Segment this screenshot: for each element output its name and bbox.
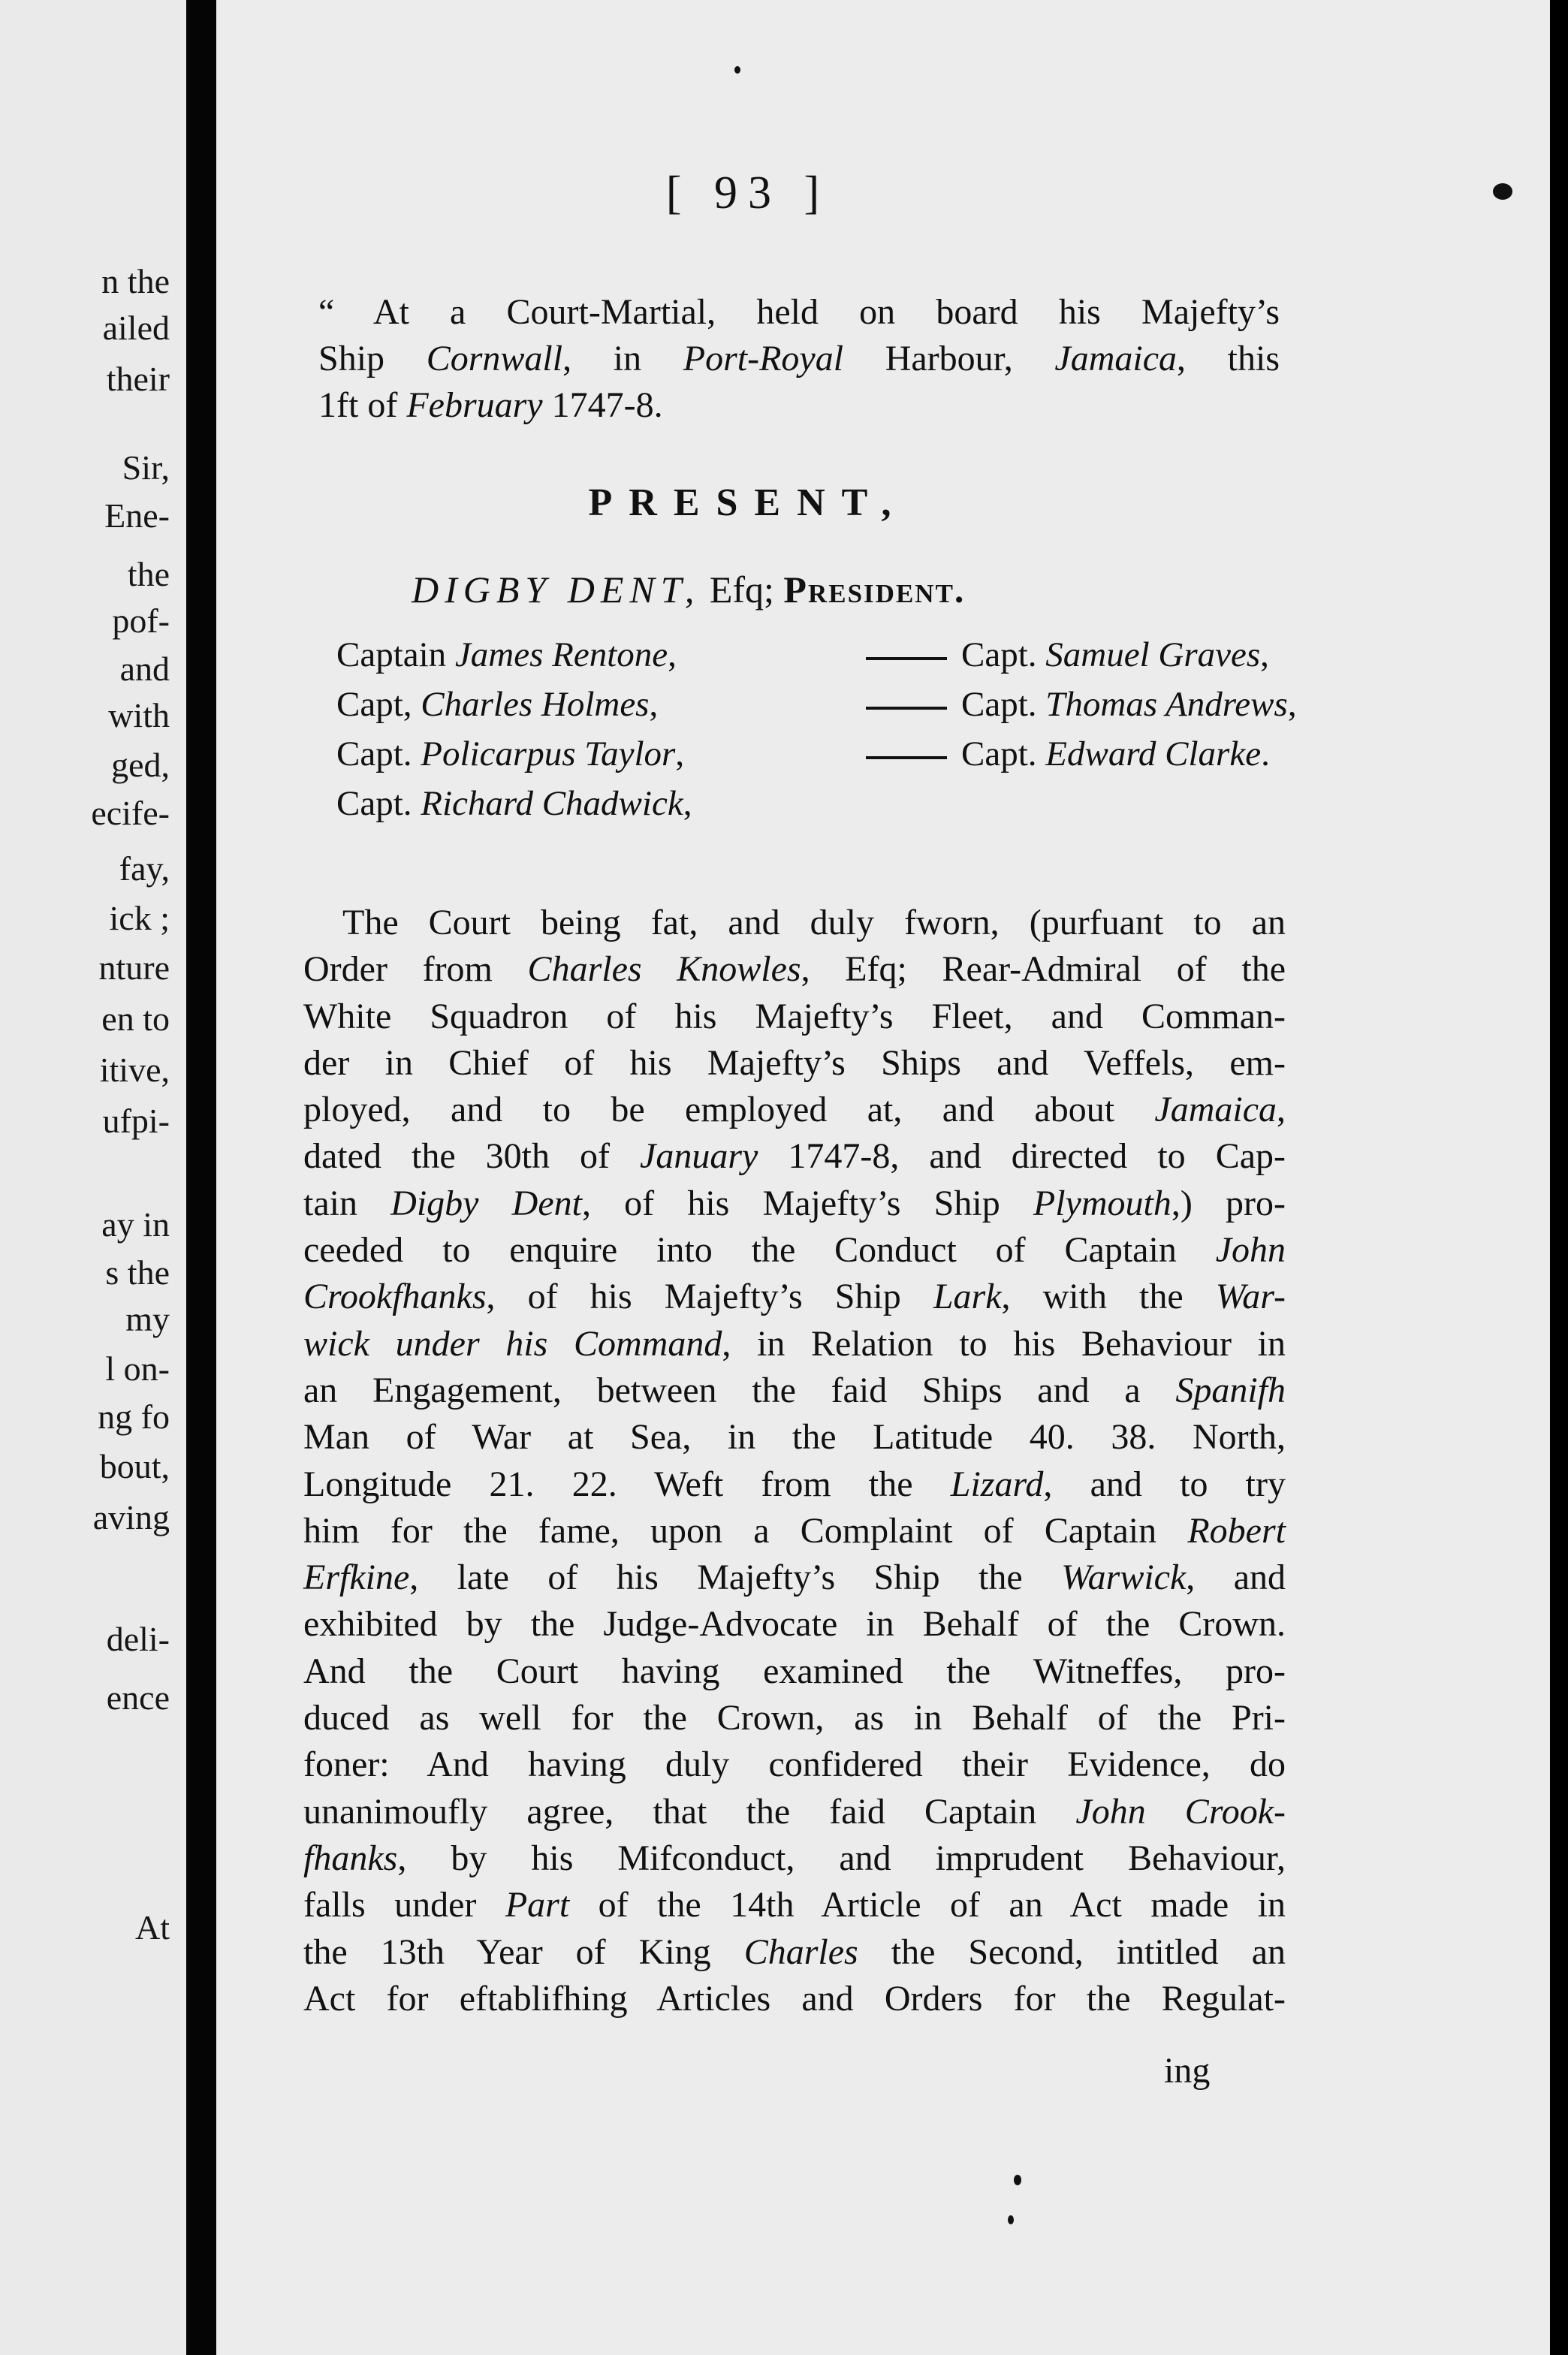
- body-line: The Court being fat, and duly fworn, (purfuant to an: [342, 903, 1286, 942]
- body-line: fhanks, by his Mifconduct, and imprudent Behaviour,: [303, 1838, 1286, 1878]
- president-suffix: Efq;: [709, 568, 774, 611]
- facing-page-fragment: their: [106, 360, 170, 398]
- body-line: And the Court having examined the Witneffes, pro-: [303, 1651, 1286, 1691]
- body-line: ceeded to enquire into the Conduct of Captain John: [303, 1230, 1286, 1271]
- body-line: Crookfhanks, of his Majefty’s Ship Lark, with the War-: [303, 1277, 1286, 1317]
- facing-page-fragment: ecife-: [91, 794, 170, 832]
- facing-page-fragment: s the: [105, 1253, 170, 1292]
- facing-page-margin: [0, 0, 186, 2355]
- court-martial-heading: [318, 289, 1280, 429]
- facing-page-fragment: At: [135, 1908, 170, 1946]
- facing-page-fragment: ence: [106, 1678, 170, 1717]
- body-line: the 13th Year of King Charles the Second, intitled an: [303, 1931, 1286, 1972]
- body-line: dated the 30th of January 1747-8, and directed to Cap-: [303, 1136, 1286, 1177]
- captain-row: [336, 684, 1313, 734]
- body-line: wick under his Command, in Relation to his Behaviour in: [303, 1323, 1286, 1364]
- facing-page-fragment: l on-: [105, 1349, 170, 1388]
- body-line: foner: And having duly confidered their Evidence, do: [303, 1744, 1286, 1785]
- captain-row: [336, 635, 1313, 684]
- president-line: [412, 568, 965, 611]
- body-line: him for the fame, upon a Complaint of Captain Robert: [303, 1510, 1286, 1551]
- facing-page-fragment: fay,: [119, 849, 170, 888]
- captain-left: Capt. Richard Chadwick,: [336, 784, 692, 823]
- heading-line-1: “ At a Court-Martial, held on board his Majefty’s: [318, 292, 1280, 332]
- body-line: tain Digby Dent, of his Majefty’s Ship Plymouth,) pro-: [303, 1183, 1286, 1223]
- captain-row: [336, 783, 1313, 833]
- body-line: duced as well for the Crown, as in Behalf of the Pri-: [303, 1698, 1286, 1738]
- body-line: an Engagement, between the faid Ships and a Spanifh: [303, 1370, 1286, 1410]
- facing-page-fragment: nture: [98, 948, 170, 987]
- ink-speck: [1493, 183, 1512, 200]
- dash-rule: [866, 756, 947, 759]
- facing-page-fragment: en to: [101, 1000, 170, 1038]
- body-line: ployed, and to be employed at, and about Jamaica,: [303, 1090, 1286, 1130]
- facing-page-fragment: ged,: [111, 746, 170, 784]
- captain-left: Captain James Rentone,: [336, 635, 677, 674]
- body-line: der in Chief of his Majefty’s Ships and Veffels, em-: [303, 1042, 1286, 1083]
- present-heading: PRESENT,: [588, 481, 908, 524]
- facing-page-fragment: my: [125, 1300, 170, 1338]
- dash-rule: [866, 657, 947, 660]
- captain-left: Capt, Charles Holmes,: [336, 685, 659, 724]
- facing-page-fragment: bout,: [99, 1447, 170, 1485]
- facing-page-fragment: ay in: [101, 1205, 170, 1244]
- book-page: [216, 0, 1550, 2355]
- facing-page-fragment: ick ;: [109, 899, 170, 937]
- facing-page-fragment: itive,: [99, 1051, 170, 1089]
- captain-right: Capt. Thomas Andrews,: [961, 685, 1297, 724]
- ink-speck: [734, 66, 740, 74]
- captain-row: [336, 734, 1313, 783]
- facing-page-fragment: aving: [92, 1498, 170, 1536]
- facing-page-fragment: ng fo: [98, 1398, 170, 1436]
- facing-page-fragment: with: [108, 696, 170, 734]
- president-title: President.: [783, 568, 966, 611]
- captain-left: Capt. Policarpus Taylor,: [336, 734, 685, 773]
- body-paragraph: [303, 900, 1286, 2022]
- facing-page-fragment: Ene-: [104, 496, 170, 535]
- catchword: ing: [1164, 2051, 1211, 2091]
- ink-speck: [1008, 2215, 1014, 2224]
- heading-line-2: Ship Cornwall, in Port-Royal Harbour, Jamaica, this: [318, 339, 1280, 378]
- body-line: Act for eftablifhing Articles and Orders for the Regulat-: [303, 1978, 1286, 2019]
- captain-right: Capt. Samuel Graves,: [961, 635, 1269, 674]
- captain-right: Capt. Edward Clarke.: [961, 734, 1270, 773]
- body-line: White Squadron of his Majefty’s Fleet, and Comman-: [303, 996, 1286, 1036]
- dash-rule: [866, 707, 947, 710]
- captains-list: [336, 635, 1313, 833]
- president-name: DIGBY DENT,: [412, 568, 701, 611]
- book-gutter: [186, 0, 216, 2355]
- facing-page-fragment: the: [127, 555, 170, 593]
- facing-page-fragment: ailed: [102, 309, 170, 347]
- body-line: unanimoufly agree, that the faid Captain John Crook-: [303, 1791, 1286, 1832]
- body-line: falls under Part of the 14th Article of an Act made in: [303, 1885, 1286, 1925]
- body-line: Erfkine, late of his Majefty’s Ship the Warwick, and: [303, 1557, 1286, 1598]
- page-number: [ 93 ]: [665, 167, 831, 219]
- heading-line-3: 1ft of February 1747-8.: [318, 385, 663, 425]
- facing-page-fragment: and: [119, 650, 170, 688]
- body-line: Longitude 21. 22. Weft from the Lizard, and to try: [303, 1464, 1286, 1504]
- body-line: exhibited by the Judge-Advocate in Behalf of the Crown.: [303, 1604, 1286, 1645]
- ink-speck: [1014, 2175, 1021, 2185]
- facing-page-fragment: pof-: [112, 602, 170, 640]
- body-line: Order from Charles Knowles, Efq; Rear-Admiral of the: [303, 949, 1286, 990]
- facing-page-fragment: ufpi-: [102, 1102, 170, 1140]
- facing-page-fragment: n the: [101, 262, 170, 300]
- facing-page-fragment: deli-: [106, 1620, 170, 1658]
- facing-page-fragment: Sir,: [122, 448, 170, 487]
- body-line: Man of War at Sea, in the Latitude 40. 38. North,: [303, 1417, 1286, 1458]
